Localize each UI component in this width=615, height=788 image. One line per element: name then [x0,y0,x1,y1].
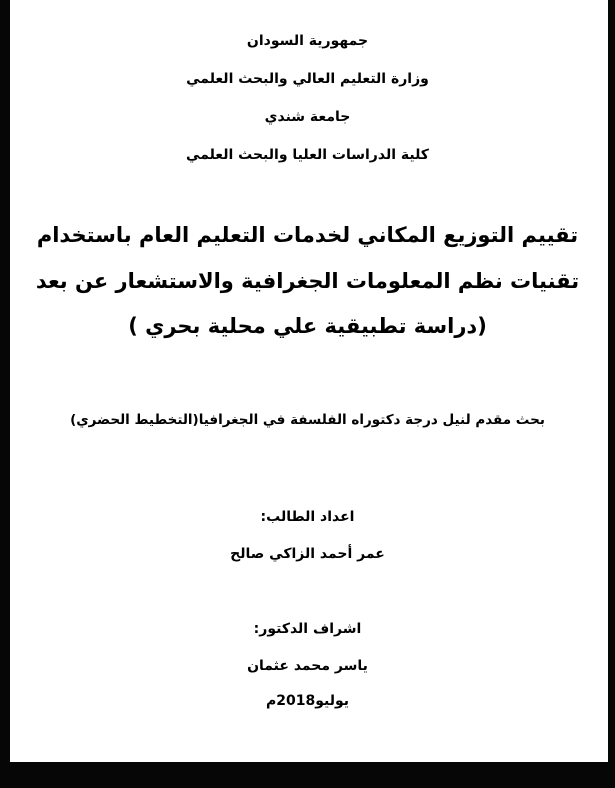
supervisor-label: اشراف الدكتور: [253,621,362,637]
student-name: عمر أحمد الزاكي صالح [230,546,385,562]
college-name: كلية الدراسات العليا والبحث العلمي [186,147,429,163]
prepared-by-label: اعداد الطالب: [260,509,355,525]
thesis-title-line-3: (دراسة تطبيقية علي محلية بحري ) [128,314,487,338]
ministry-name: وزارة التعليم العالي والبحث العلمي [186,71,429,87]
thesis-title-line-2: تقنيات نظم المعلومات الجغرافية والاستشعار عن بعد [35,269,580,293]
thesis-title-line-1: تقييم التوزيع المكاني لخدمات التعليم العام باستخدام [36,223,579,247]
university-name: جامعة شندي [264,109,351,125]
scan-border-left [0,0,10,788]
supervisor-name: ياسر محمد عثمان [247,658,368,674]
publication-date: يوليو2018م [265,693,350,709]
country-name: جمهورية السودان [246,33,369,49]
scan-border-bottom [0,762,615,788]
scan-border-right [608,0,615,788]
degree-statement: بحث مقدم لنيل درجة دكتوراه الفلسفة في الجغرافيا(التخطيط الحضري) [70,412,545,428]
